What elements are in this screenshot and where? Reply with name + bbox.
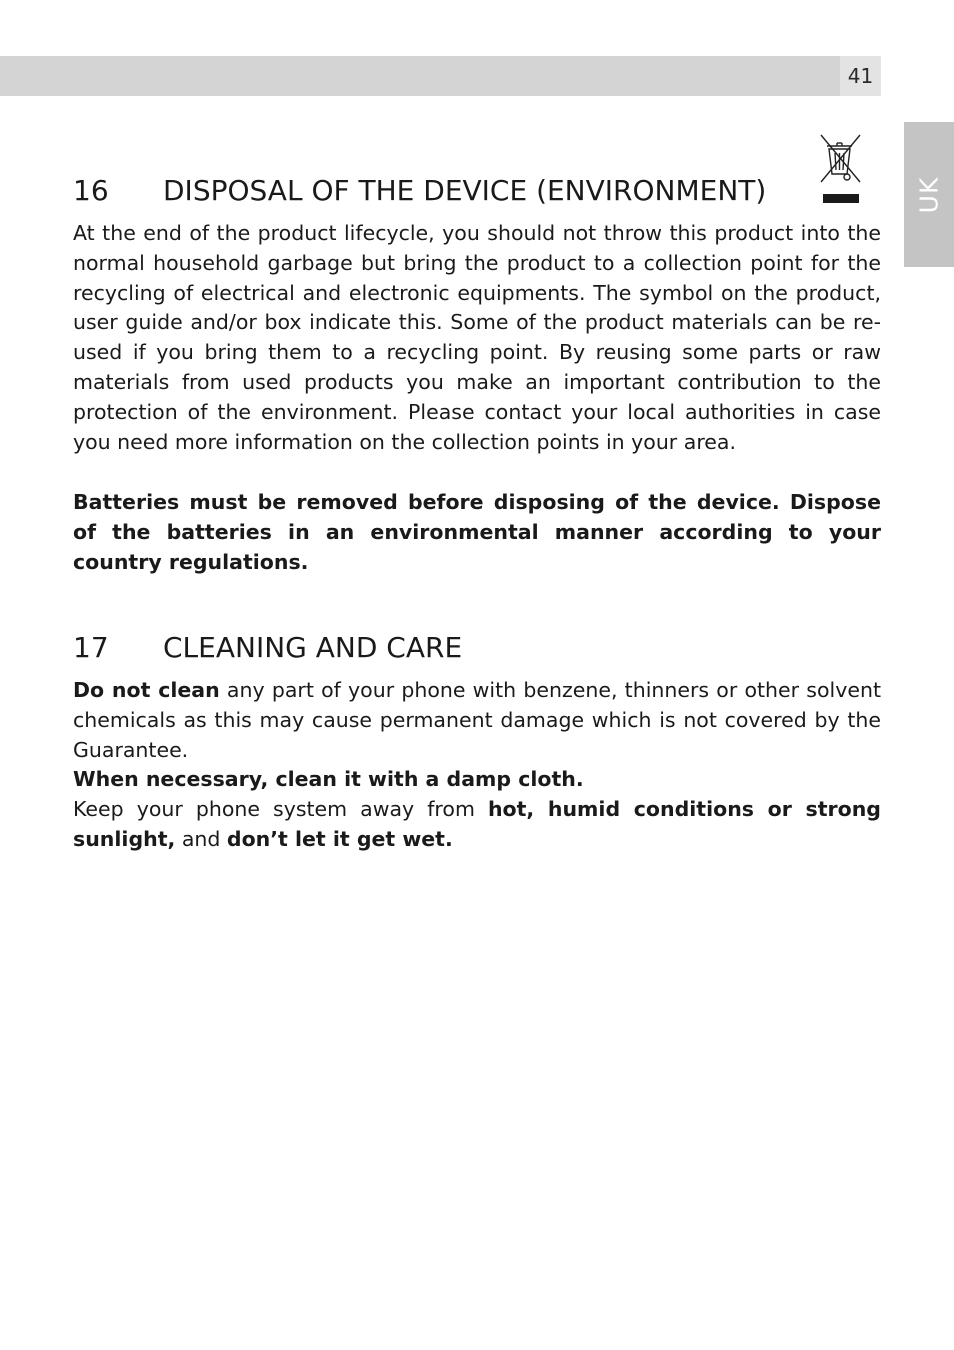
section-17-paragraph-3-mid: and	[175, 826, 227, 851]
section-17-paragraph-1-text: any part of your phone with benzene, thinners or other solvent chemicals as this may cause permanent damage which is not covered by the Guarantee.	[73, 678, 881, 762]
conditions-emphasis: hot, humid conditions or strong sunlight,	[73, 797, 881, 851]
section-17-heading	[73, 630, 462, 666]
crossed-out-wheelie-bin-icon	[818, 132, 864, 208]
section-16-title: DISPOSAL OF THE DEVICE (ENVIRONMENT)	[163, 174, 767, 207]
wet-emphasis: don’t let it get wet.	[226, 826, 453, 851]
damp-cloth-instruction: When necessary, clean it with a damp cloth.	[73, 767, 584, 791]
section-16-body: At the end of the product lifecycle, you should not throw this product into the normal household garbage but bring the product to a collection point for the recycling of electrical and electronic equipments. The symbol on the product, user guide and/or box indicate this. Some of the product materials can be re-used if you bring them to a recycling point. By reusing some parts or raw materials from used products you make an important contribution to the protection of the environment. Please contact your local authorities in case you need more information on the collection points in your area.	[73, 221, 881, 454]
section-17-title: CLEANING AND CARE	[163, 631, 463, 664]
do-not-clean-emphasis: Do not clean	[73, 678, 220, 702]
page-number: 41	[840, 56, 881, 96]
section-17-paragraph-3	[73, 795, 881, 855]
section-17-paragraph-2	[73, 765, 881, 795]
language-tab	[904, 122, 954, 267]
section-16-heading	[73, 173, 766, 209]
language-tab-label: UK	[914, 176, 944, 213]
header-bar	[0, 56, 840, 96]
section-17-number: 17	[73, 631, 109, 664]
section-17-paragraph-3-start: Keep your phone system away from	[73, 797, 488, 821]
section-17-paragraph-1	[73, 676, 881, 765]
section-16-warning	[73, 488, 881, 577]
section-16-number: 16	[73, 174, 109, 207]
battery-warning: Batteries must be removed before disposing of the device. Dispose of the batteries in an environmental manner according to your country regulations.	[73, 490, 881, 574]
